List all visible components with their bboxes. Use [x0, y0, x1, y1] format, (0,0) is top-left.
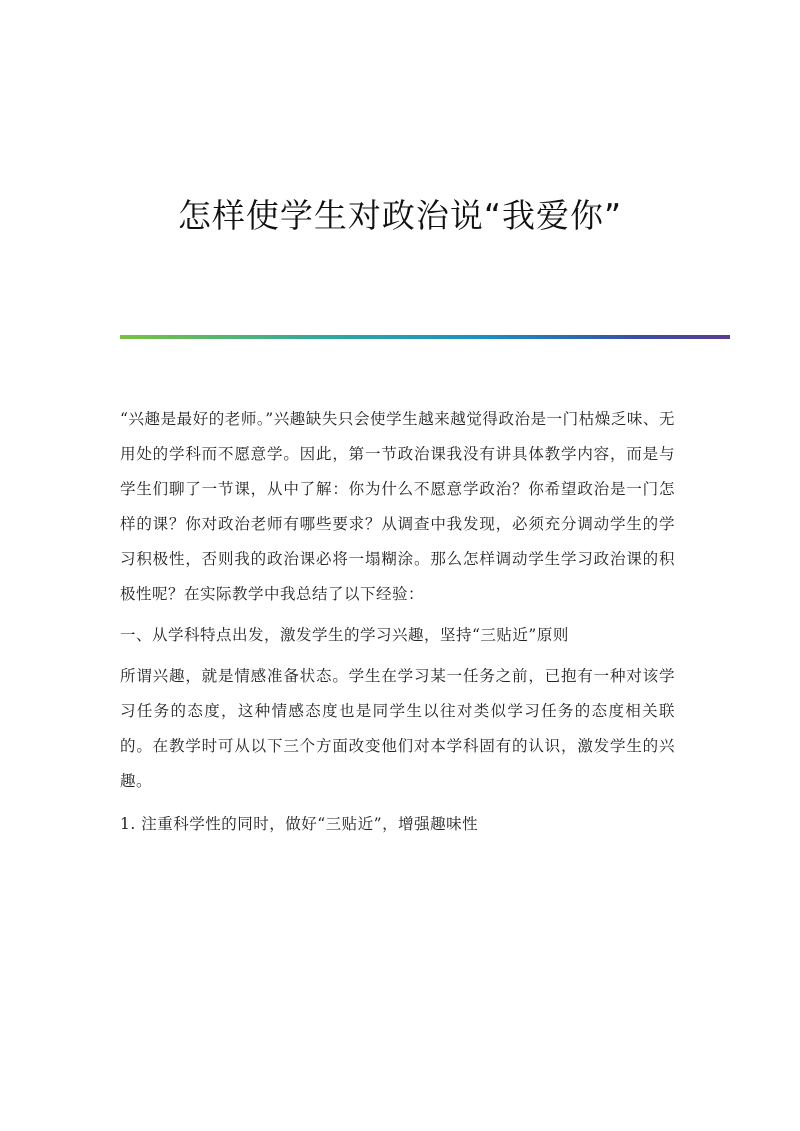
subsection-heading: 1. 注重科学性的同时，做好“三贴近”，增强趣味性: [120, 815, 479, 833]
section-heading: 一、从学科特点出发，激发学生的学习兴趣，坚持“三贴近”原则: [120, 626, 569, 644]
section-paragraph: 所谓兴趣，就是情感准备状态。学生在学习某一任务之前，已抱有一种对该学习任务的态度，这种情感态度也是同学生以往对类似学习任务的态度相关联的。在教学时可从以下三个方面改变他们对本学科固有的认识，激发学生的兴趣。: [120, 667, 675, 790]
intro-paragraph: “兴趣是最好的老师。”兴趣缺失只会使学生越来越觉得政治是一门枯燥乏味、无用处的学科而不愿意学。因此，第一节政治课我没有讲具体教学内容，而是与学生们聊了一节课，从中了解：你为什么不愿意学政治？你希望政治是一门怎样的课？你对政治老师有哪些要求？从调查中我发现，必须充分调动学生的学习积极性，否则我的政治课必将一塌糊涂。那么怎样调动学生学习政治课的积极性呢？在实际教学中我总结了以下经验：: [120, 410, 675, 603]
gradient-divider: [120, 335, 730, 339]
document-title: 怎样使学生对政治说“我爱你”: [177, 196, 623, 235]
document-body: [120, 402, 675, 848]
